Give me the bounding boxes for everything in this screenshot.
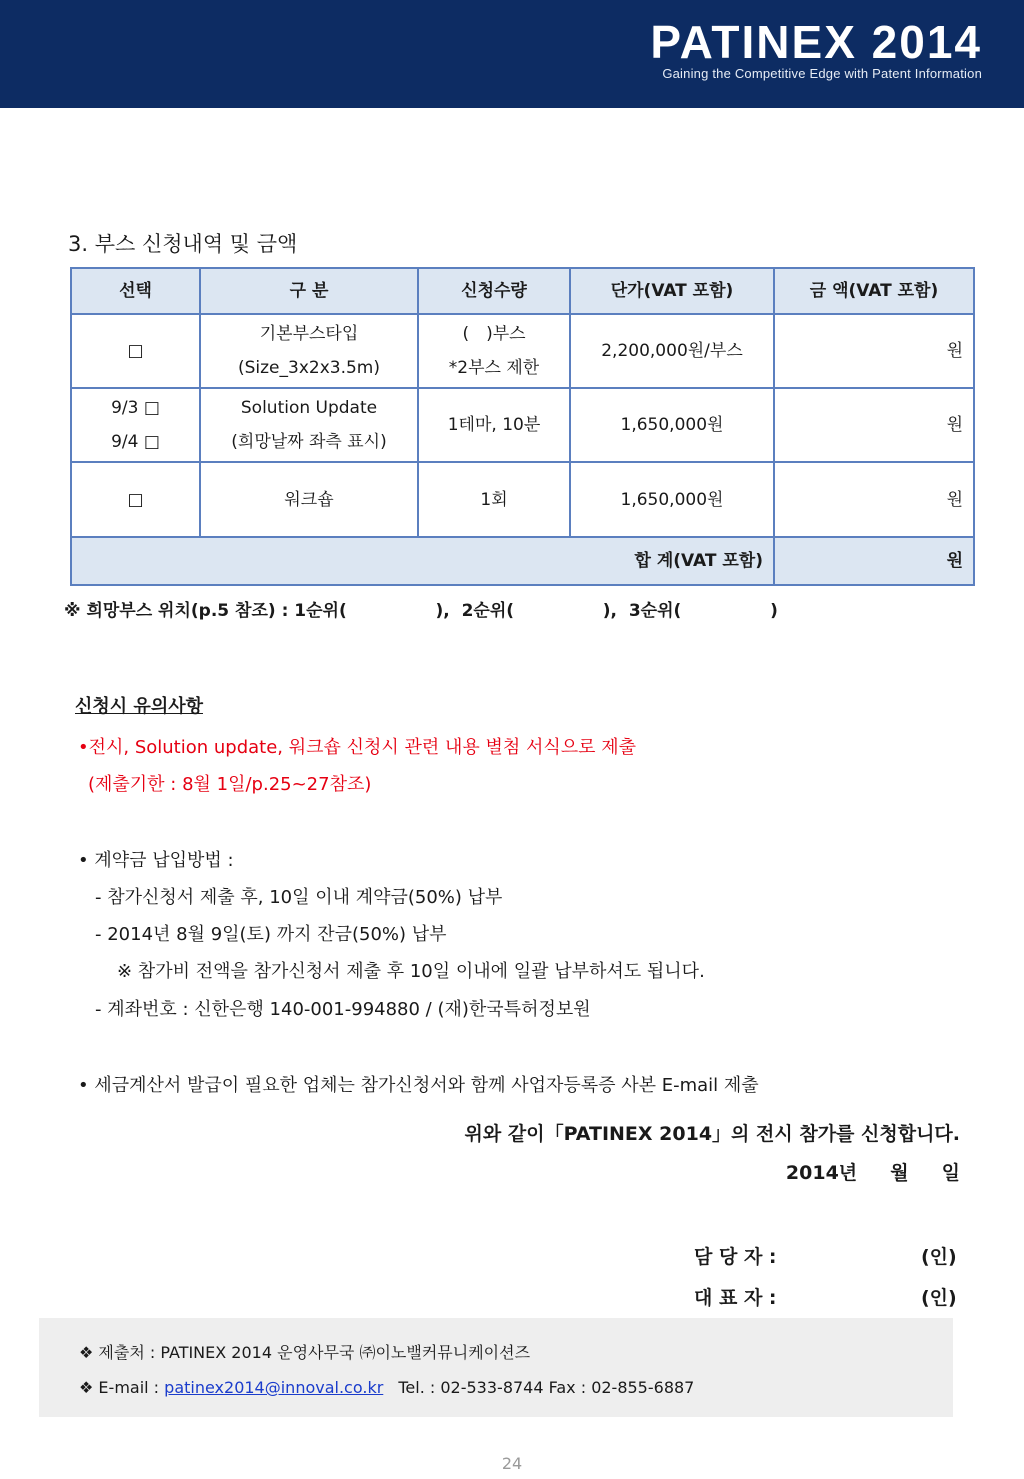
deposit-line-2: - 2014년 8월 9일(토) 까지 잔금(50%) 납부 xyxy=(95,924,447,945)
amount-cell: 원 xyxy=(774,388,974,462)
quantity-cell: 1회 xyxy=(418,462,570,537)
booth-preference-line: ※ 희망부스 위치(p.5 참조) : 1순위( ), 2순위( ), 3순위( ) xyxy=(64,601,778,621)
select-checkbox-day1[interactable]: 9/3 □ xyxy=(111,398,160,418)
amount-cell: 원 xyxy=(774,314,974,388)
unit-price-cell: 2,200,000원/부스 xyxy=(570,314,774,388)
notes-red-line-2: (제출기한 : 8월 1일/p.25~27참조) xyxy=(88,774,372,795)
table-row-basic-booth xyxy=(71,314,974,388)
table-header-row xyxy=(71,268,974,314)
deposit-title: • 계약금 납입방법 : xyxy=(78,850,234,871)
unit-price-cell: 1,650,000원 xyxy=(570,388,774,462)
contact-numbers: Tel. : 02-533-8744 Fax : 02-855-6887 xyxy=(398,1378,695,1397)
representative-seal: (인) xyxy=(921,1287,957,1309)
unit-price-cell: 1,650,000원 xyxy=(570,462,774,537)
category-line: Solution Update xyxy=(240,398,378,418)
total-label: 합 계(VAT 포함) xyxy=(71,537,774,585)
notes-title: 신청시 유의사항 xyxy=(75,696,203,717)
col-header-amount: 금 액(VAT 포함) xyxy=(774,268,974,314)
submit-to-line: ❖ 제출처 : PATINEX 2014 운영사무국 ㈜이노밸커뮤니케이션즈 xyxy=(79,1343,531,1362)
col-header-category: 구 분 xyxy=(200,268,418,314)
manager-label: 담 당 자 : xyxy=(694,1246,777,1268)
logo-title: PATINEX 2014 xyxy=(650,16,982,68)
manager-seal: (인) xyxy=(921,1246,957,1268)
notes-red-line-1: •전시, Solution update, 워크숍 신청시 관련 내용 별첨 서식으로 제출 xyxy=(78,737,637,758)
logo-tagline: Gaining the Competitive Edge with Patent Information xyxy=(662,66,982,81)
amount-cell: 원 xyxy=(774,462,974,537)
select-checkbox[interactable]: □ xyxy=(71,314,200,388)
select-checkbox-day2[interactable]: 9/4 □ xyxy=(111,432,160,452)
application-statement: 위와 같이「PATINEX 2014」의 전시 참가를 신청합니다. xyxy=(464,1123,960,1145)
table-row-workshop xyxy=(71,462,974,537)
select-cell xyxy=(71,388,200,462)
col-header-select: 선택 xyxy=(71,268,200,314)
quantity-cell xyxy=(418,314,570,388)
col-header-quantity: 신청수량 xyxy=(418,268,570,314)
category-line: (희망날짜 좌측 표시) xyxy=(231,432,387,452)
category-line: (Size_3x2x3.5m) xyxy=(237,358,380,378)
table-row-solution-update xyxy=(71,388,974,462)
category-line: 기본부스타입 xyxy=(259,324,359,344)
category-cell: 워크숍 xyxy=(200,462,418,537)
category-cell xyxy=(200,388,418,462)
table-total-row xyxy=(71,537,974,585)
quantity-line: ( )부스 xyxy=(462,324,526,344)
deposit-line-3: ※ 참가비 전액을 참가신청서 제출 후 10일 이내에 일괄 납부하셔도 됩니다. xyxy=(117,961,705,982)
section-title: 3. 부스 신청내역 및 금액 xyxy=(68,232,298,256)
email-label: ❖ E-mail : xyxy=(79,1378,165,1397)
email-link[interactable]: patinex2014@innoval.co.kr xyxy=(164,1378,384,1397)
email-line xyxy=(79,1378,694,1397)
tax-invoice-note: • 세금계산서 발급이 필요한 업체는 참가신청서와 함께 사업자등록증 사본 E-mail 제출 xyxy=(78,1075,759,1096)
category-cell xyxy=(200,314,418,388)
representative-label: 대 표 자 : xyxy=(694,1287,777,1309)
page-number: 24 xyxy=(501,1454,523,1473)
col-header-unit-price: 단가(VAT 포함) xyxy=(570,268,774,314)
booth-table xyxy=(70,267,975,586)
select-checkbox[interactable]: □ xyxy=(71,462,200,537)
quantity-line: *2부스 제한 xyxy=(448,358,540,378)
application-date: 2014년 월 일 xyxy=(785,1162,960,1184)
header-banner xyxy=(0,0,1024,108)
total-amount: 원 xyxy=(774,537,974,585)
deposit-line-4: - 계좌번호 : 신한은행 140-001-994880 / (재)한국특허정보원 xyxy=(95,999,591,1020)
quantity-cell: 1테마, 10분 xyxy=(418,388,570,462)
patinex-logo xyxy=(650,18,982,81)
deposit-line-1: - 참가신청서 제출 후, 10일 이내 계약금(50%) 납부 xyxy=(95,887,503,908)
contact-footer xyxy=(39,1318,953,1417)
